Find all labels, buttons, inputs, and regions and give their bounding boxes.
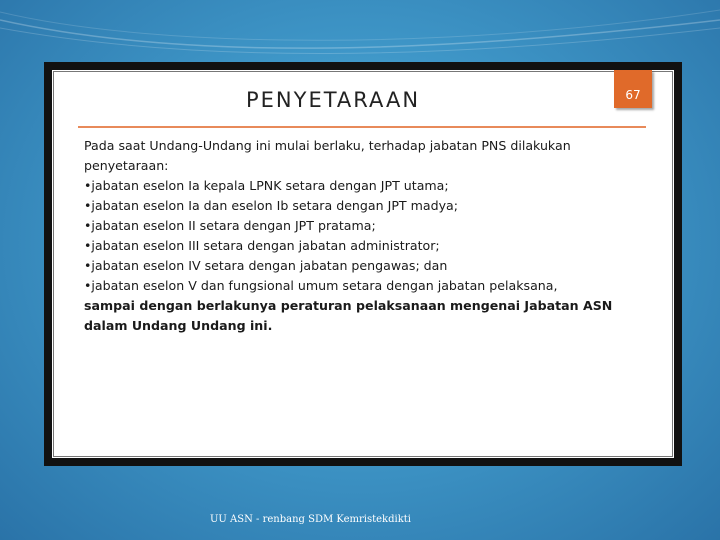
bullet-item: •jabatan eselon IV setara dengan jabatan pengawas; dan xyxy=(84,258,448,273)
page-number-badge xyxy=(614,70,652,108)
decorative-wave xyxy=(0,0,720,70)
bullet-item: •jabatan eselon III setara dengan jabatan administrator; xyxy=(84,238,440,253)
slide-title: PENYETARAAN xyxy=(246,88,421,112)
page-number: 67 xyxy=(625,88,641,102)
closing-text: sampai dengan berlakunya peraturan pelaksanaan mengenai Jabatan ASN dalam Undang Undang ini. xyxy=(84,298,613,333)
bullet-list xyxy=(84,176,644,296)
title-divider xyxy=(78,126,646,128)
bullet-item: •jabatan eselon V dan fungsional umum setara dengan jabatan pelaksana, xyxy=(84,278,558,293)
bullet-item: •jabatan eselon II setara dengan JPT pratama; xyxy=(84,218,376,233)
slide-frame xyxy=(44,62,682,466)
bullet-item: •jabatan eselon Ia dan eselon Ib setara dengan JPT madya; xyxy=(84,198,459,213)
bullet-item: •jabatan eselon Ia kepala LPNK setara dengan JPT utama; xyxy=(84,178,449,193)
footer-text: UU ASN - renbang SDM Kemristekdikti xyxy=(210,514,411,525)
slide-content xyxy=(50,68,676,460)
slide-body xyxy=(84,136,644,336)
intro-text: Pada saat Undang-Undang ini mulai berlaku, terhadap jabatan PNS dilakukan penyetaraan: xyxy=(84,138,571,173)
